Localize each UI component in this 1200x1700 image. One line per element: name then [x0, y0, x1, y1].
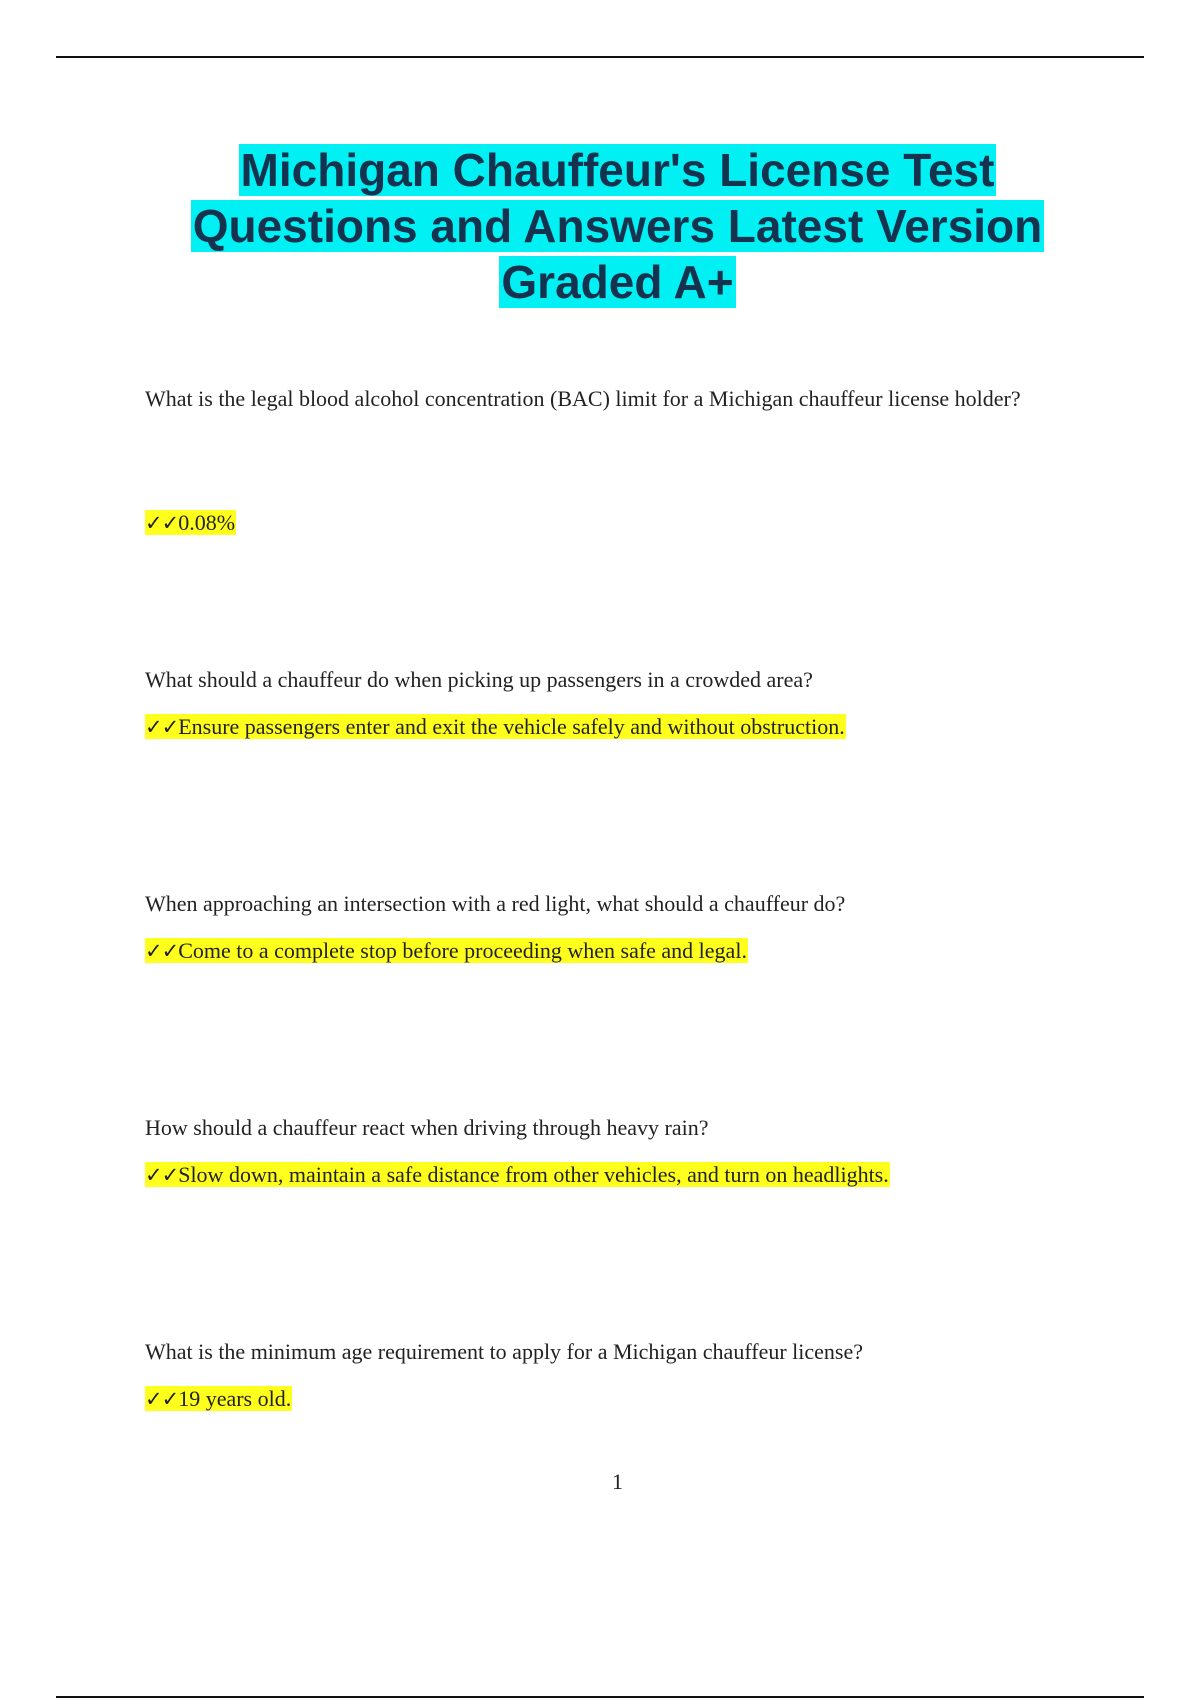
double-check-icon: ✓✓	[145, 715, 179, 739]
question-text: What is the legal blood alcohol concentration (BAC) limit for a Michigan chauffeur license holder?	[145, 386, 1021, 411]
qa-item	[145, 372, 1065, 535]
question-text: What should a chauffeur do when picking up passengers in a crowded area?	[145, 667, 813, 692]
double-check-icon: ✓✓	[145, 1387, 179, 1411]
bottom-rule	[56, 1696, 1144, 1698]
question-text: What is the minimum age requirement to apply for a Michigan chauffeur license?	[145, 1339, 864, 1364]
title-line: Questions and Answers Latest Version	[192, 200, 1043, 252]
answer-text: ✓✓Slow down, maintain a safe distance from other vehicles, and turn on headlights.	[145, 1162, 889, 1187]
document-title	[100, 142, 1135, 310]
qa-item	[145, 1101, 1065, 1187]
double-check-icon: ✓✓	[145, 511, 179, 535]
qa-item	[145, 877, 1065, 963]
title-line: Graded A+	[501, 256, 734, 308]
double-check-icon: ✓✓	[145, 939, 179, 963]
answer-text: ✓✓Come to a complete stop before proceeding when safe and legal.	[145, 938, 747, 963]
qa-item	[145, 653, 1065, 739]
title-line: Michigan Chauffeur's License Test	[240, 144, 995, 196]
answer-text: ✓✓19 years old.	[145, 1386, 292, 1411]
top-rule	[56, 56, 1144, 58]
question-text: How should a chauffeur react when driving through heavy rain?	[145, 1115, 709, 1140]
page-number: 1	[612, 1469, 623, 1494]
double-check-icon: ✓✓	[145, 1163, 179, 1187]
answer-text: ✓✓0.08%	[145, 510, 236, 535]
answer-text: ✓✓Ensure passengers enter and exit the vehicle safely and without obstruction.	[145, 714, 845, 739]
question-text: When approaching an intersection with a red light, what should a chauffeur do?	[145, 891, 846, 916]
qa-item	[145, 1325, 1065, 1411]
